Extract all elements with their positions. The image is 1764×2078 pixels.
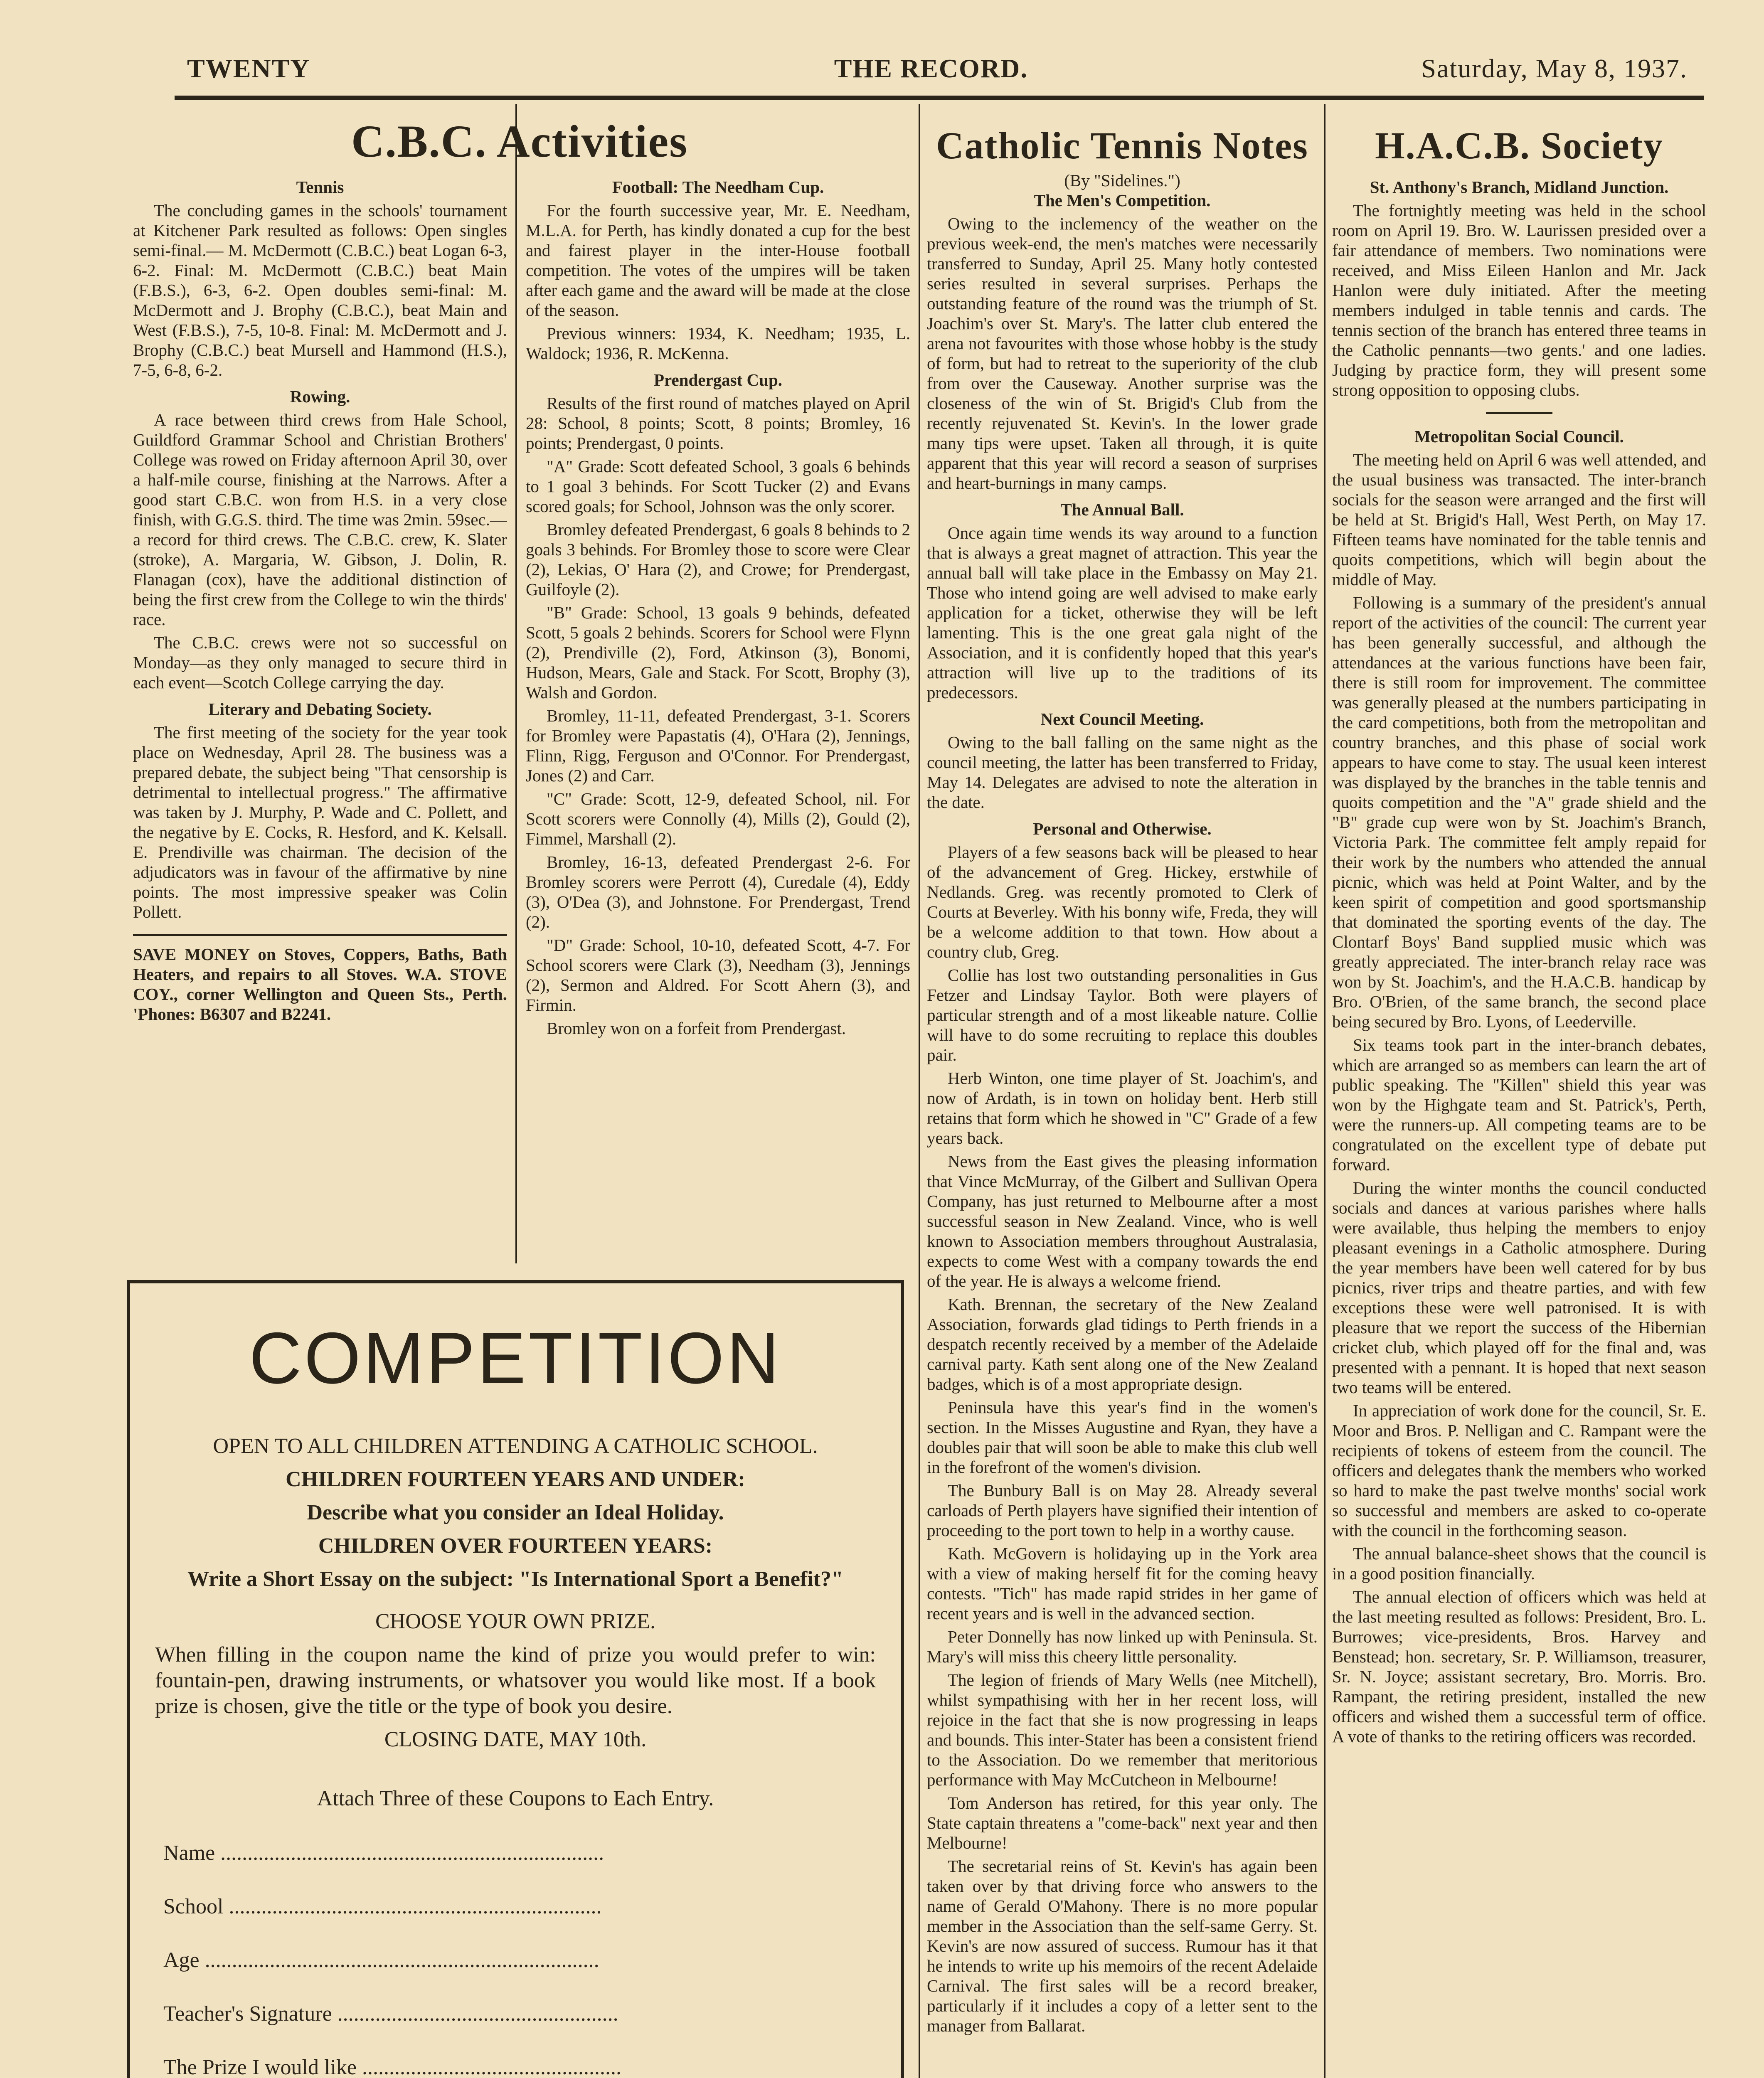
personal-paragraph: The secretarial reins of St. Kevin's has again been taken over by that driving force who answers to the name of Gerald O'Mahony. There is no more popular member in the Association than the self-same Gerry. St. Kevin's are now assured of success. Rumour has it that he intends to write up his memoirs of the recent Adelaide Carnival. The first sales will be a record breaker, particularly if it includes a copy of a letter sent to the manager from Ballarat. — [927, 1856, 1318, 2035]
coupon-age-field: Age ......................................................................... — [163, 1948, 599, 1972]
header-rule — [175, 96, 1704, 100]
competition-junior-task: Describe what you consider an Ideal Holiday. — [307, 1501, 724, 1524]
prendergast-paragraph: "B" Grade: School, 13 goals 9 behinds, defeated Scott, 5 goals 2 behinds. Scorers for School were Flynn (2), Prendiville (2), Ford, Atkinson (3), Bonomi, Hudson, Mears, Gale and Stack. For Scott, Brophy (3), Walsh and Gordon. — [526, 603, 910, 702]
metro-paragraph: During the winter months the council conducted socials and dances at various parishes where halls were available, thus helping the members to enjoy pleasant evenings in a Catholic atmosphere. During the year members have been well catered for by bus picnics, river trips and theatre parties, and with few exceptions these were well patronised. It is with pleasure that we report the success of the Hibernian cricket club, which played off for the final and, was presented with a pennant. It is hoped that next season two teams will be entered. — [1332, 1178, 1706, 1397]
competition-instructions: When filling in the coupon name the kind of prize you would prefer to win: fountain-pen, drawing instruments, or whatsover you would like most. If a book prize is chosen, give the title or the type of book you desire. — [155, 1643, 876, 1718]
metro-paragraph: The annual election of officers which was held at the last meeting resulted as follows: President, Bro. L. Burrowes; vice-presidents, Bros. Harvey and Benstead; hon. secretary, Sr. P. Williamson, treasurer, Sr. N. Joyce; assistant secretary, Bro. Morris. Bro. Rampant, the retiring president, installed the new officers and wished them a successful term of office. A vote of thanks to the retiring officers was recorded. — [1332, 1587, 1706, 1746]
competition-senior-heading: CHILDREN OVER FOURTEEN YEARS: — [318, 1534, 713, 1558]
football-paragraph: For the fourth successive year, Mr. E. Needham, M.L.A. for Perth, has kindly donated a cup for the best and fairest player in the inter-House football competition. The votes of the umpires will be taken after each game and the award will be made at the close of the season. — [526, 201, 910, 320]
coupon-school-field: School ..................................................................... — [163, 1895, 602, 1918]
ball-paragraph: Once again time wends its way around to a function that is always a great magnet of attraction. This year the annual ball will take place in the Embassy on May 21. Those who intend going are well advised to make early application for a ticket, otherwise they will be left lamenting. This is the one great gala night of the Association, and it is confidently hoped that this year's attraction will live up to the traditions of its predecessors. — [927, 523, 1318, 702]
column-divider — [515, 104, 517, 1263]
competition-title: COMPETITION — [249, 1318, 782, 1399]
column-divider — [919, 104, 920, 2078]
personal-paragraph: News from the East gives the pleasing information that Vince McMurray, of the Gilbert and Sullivan Opera Company, has just returned to Melbourne after a most successful season in New Zealand. Vince, who is well known to Association members throughout Australasia, expects to come West with a company towards the end of the year. He is always a welcome friend. — [927, 1152, 1318, 1290]
metro-paragraph: In appreciation of work done for the council, Sr. E. Moor and Bros. P. Nelligan and C. Rampant were the recipients of tokens of esteem from the council. The officers and delegates thank the members who worked so hard to make the past twelve months' social work so successful and members are asked to co-operate with the council in the forthcoming season. — [1332, 1401, 1706, 1540]
personal-paragraph: Peter Donnelly has now linked up with Peninsula. St. Mary's will miss this cheery little personality. — [927, 1627, 1318, 1666]
council-paragraph: Owing to the ball falling on the same night as the council meeting, the latter has been transferred to Friday, May 14. Delegates are advised to note the alteration in the date. — [927, 733, 1318, 812]
hacb-column — [1332, 121, 1706, 2078]
literary-heading: Literary and Debating Society. — [208, 699, 432, 719]
personal-paragraph: Kath. Brennan, the secretary of the New Zealand Association, forwards glad tidings to Perth friends in a despatch recently received by a member of the Adelaide carnival party. Kath sent along one of the New Zealand badges, which is of a most appropriate design. — [927, 1295, 1318, 1394]
section-divider — [1486, 412, 1552, 414]
rowing-heading: Rowing. — [290, 387, 350, 406]
metro-paragraph: The annual balance-sheet shows that the council is in a good position financially. — [1332, 1544, 1706, 1583]
coupon-teacher-field: Teacher's Signature .................................................... — [163, 2002, 618, 2026]
metro-heading: Metropolitan Social Council. — [1414, 427, 1624, 446]
rowing-paragraph: A race between third crews from Hale School, Guildford Grammar School and Christian Brothers' College was rowed on Friday afternoon April 30, over a half-mile course, finishing at the Narrows. After a good start C.B.C. won from H.S. in a very close finish, with G.G.S. third. The time was 2min. 59sec.—a record for third crews. The C.B.C. crew, K. Slater (stroke), A. Margaria, W. Gibson, J. Dolin, R. Flanagan (cox), have the additional distinction of being the first crew from the College to win the thirds' race. — [133, 410, 507, 629]
issue-date: Saturday, May 8, 1937. — [1421, 54, 1688, 83]
publication-name: THE RECORD. — [834, 54, 1028, 83]
prendergast-paragraph: Bromley defeated Prendergast, 6 goals 8 behinds to 2 goals 3 behinds. For Bromley those to score were Clear (2), Lekias, O' Hara (2), and Crowe; for Prendergast, Guilfoyle (2). — [526, 520, 910, 599]
coupon-name-field: Name ....................................................................... — [163, 1841, 604, 1865]
hacb-paragraph: The fortnightly meeting was held in the school room on April 19. Bro. W. Laurissen presided over a fair attendance of members. Two nominations were received, and Miss Eileen Hanlon and Mr. Jack Hanlon were duly initiated. After the meeting members indulged in table tennis and cards. The tennis section of the branch has entered three teams in the Catholic pennants—two gents.' and one ladies. Judging by practice form, they will present some strong opposition to opposing clubs. — [1332, 201, 1706, 399]
prendergast-paragraph: Bromley won on a forfeit from Prendergast. — [547, 1019, 846, 1038]
football-heading: Football: The Needham Cup. — [612, 177, 824, 197]
prendergast-heading: Prendergast Cup. — [653, 370, 783, 389]
prendergast-paragraph: "A" Grade: Scott defeated School, 3 goals 6 behinds to 1 goal 3 behinds. For Scott Tucker (2) and Evans scored goals; for School, Johnson was the only scorer. — [526, 457, 910, 516]
personal-paragraph: Tom Anderson has retired, for this year only. The State captain threatens a "come-back" next year and then Melbourne! — [927, 1793, 1318, 1852]
competition-senior-task: Write a Short Essay on the subject: "Is International Sport a Benefit?" — [187, 1567, 843, 1591]
column-divider — [1324, 104, 1325, 2078]
tennis-notes-column — [927, 121, 1318, 2078]
mens-heading: The Men's Competition. — [1034, 191, 1211, 210]
prendergast-paragraph: "C" Grade: Scott, 12-9, defeated School, nil. For Scott scorers were Connolly (4), Mills (2), Gould (2), Fimmel, Marshall (2). — [526, 789, 910, 848]
personal-paragraph: Collie has lost two outstanding personalities in Gus Fetzer and Lindsay Taylor. Both were players of particular strength and of a most likeable nature. Collie will have to do some recruiting to replace this doubles pair. — [927, 965, 1318, 1064]
prendergast-paragraph: Results of the first round of matches played on April 28: School, 8 points; Scott, 8 points; Bromley, 16 points; Prendergast, 0 points. — [526, 394, 910, 453]
mens-paragraph: Owing to the inclemency of the weather on the previous week-end, the men's matches were necessarily transferred to Sunday, April 25. Many hotly contested series resulted in several surprises. Perhaps the outstanding feature of the round was the triumph of St. Joachim's over St. Mary's. The latter club entered the arena not favourites with those whose hobby is the study of form, but had to retreat to the superiority of the club from over the Causeway. Another surprise was the closeness of the win of St. Brigid's Club from the recently rejuvenated St. Kevin's. In the lower grade many tips were upset. Taken all through, it is quite apparent that this year will record a season of surprises and heart-burnings in many camps. — [927, 214, 1318, 492]
competition-junior-heading: CHILDREN FOURTEEN YEARS AND UNDER: — [286, 1467, 745, 1491]
personal-paragraph: Players of a few seasons back will be pleased to hear of the advancement of Greg. Hickey, erstwhile of Nedlands. Greg. was recently promoted to Clerk of Courts at Beverley. With his bonny wife, Freda, they will be a welcome addition to that town. How about a country club, Greg. — [927, 842, 1318, 961]
page-number: TWENTY — [187, 54, 310, 83]
cbc-column-1 — [133, 170, 507, 1214]
cbc-title: C.B.C. Activities — [351, 116, 688, 167]
coupon-prize-field: The Prize I would like ................................................ — [163, 2056, 621, 2078]
tennis-paragraph: The concluding games in the schools' tournament at Kitchener Park resulted as follows: Open singles semi-final.— M. McDermott (C.B.C.) beat Logan 6-3, 6-2. Final: M. McDermott (C.B.C.) beat Main (F.B.S.), 6-3, 6-2. Open doubles semi-final: M. McDermott and J. Brophy (C.B.C.), beat Main and West (F.B.S.), 7-5, 10-8. Final: M. McDermott and J. Brophy (C.B.C.) beat Mursell and Hammond (H.S.), 7-5, 6-8, 6-2. — [133, 201, 507, 379]
metro-paragraph: Following is a summary of the president's annual report of the activities of the council: The current year has been generally successful, and although the attendances at the various functions have been fair, there is still room for improvement. The committee was generally pleased at the numbers participating in the card competitions, both from the metropolitan and country branches, and this phase of social work appears to have come to stay. The usual keen interest was displayed by the branches in the table tennis and quoits competition and the "A" grade shield and the "B" grade cup were won by St. Joachim's Branch, Victoria Park. The committee felt amply repaid for their work by the numbers who attended the annual picnic, which was held at Point Walter, and by the keen spirit of competition and good sportsmanship that dominated the sporting events of the day. The Clontarf Boys' Band supplied music which was greatly appreciated. The inter-branch relay race was won by St. Joachim's, and the H.A.C.B. handicap by Bro. O'Brien, of the same branch, the second place being secured by Bro. Lyons, of Leederville. — [1332, 593, 1706, 1031]
council-heading: Next Council Meeting. — [1040, 709, 1204, 729]
cbc-section — [125, 116, 914, 166]
hacb-title: H.A.C.B. Society — [1375, 124, 1663, 167]
personal-paragraph: Herb Winton, one time player of St. Joachim's, and now of Ardath, is in town on holiday bent. Herb still retains that form which he showed in "C" Grade of a few years back. — [927, 1069, 1318, 1147]
tennis-heading: Tennis — [296, 177, 344, 197]
competition-eligibility: OPEN TO ALL CHILDREN ATTENDING A CATHOLIC SCHOOL. — [213, 1434, 818, 1458]
metro-paragraph: Six teams took part in the inter-branch debates, which are arranged so as members can learn the art of public speaking. The "Killen" shield this year was won by the Highgate team and St. Patrick's, Perth, were the runners-up. All competing teams are to be congratulated on the excellent type of debate put forward. — [1332, 1035, 1706, 1174]
ball-heading: The Annual Ball. — [1060, 500, 1184, 519]
literary-paragraph: The first meeting of the society for the year took place on Wednesday, April 28. The business was a prepared debate, the subject being "That censorship is detrimental to intellectual progress." The affirmative was taken by J. Murphy, P. Wade and C. Pollett, and the negative by E. Cocks, R. Hesford, and K. Kelsall. E. Prendiville was chairman. The decision of the adjudicators was in favour of the affirmative by nine points. The most impressive speaker was Colin Pollett. — [133, 723, 507, 921]
metro-paragraph: The meeting held on April 6 was well attended, and the usual business was transacted. The inter-branch socials for the season were arranged and the first will be held at St. Brigid's Hall, West Perth, on May 17. Fifteen teams have nominated for the table tennis and quoits competitions, which will begin about the middle of May. — [1332, 450, 1706, 589]
personal-paragraph: Kath. McGovern is holidaying up in the York area with a view of making herself fit for the coming heavy contests. "Tich" has made rapid strides in her game of recent years and is well in the advanced section. — [927, 1544, 1318, 1623]
personal-paragraph: Peninsula have this year's find in the women's section. In the Misses Augustine and Ryan, they have a doubles pair that will soon be able to make this club well in the forefront of the women's division. — [927, 1398, 1318, 1477]
prendergast-paragraph: "D" Grade: School, 10-10, defeated Scott, 4-7. For School scorers were Clark (3), Needham (3), Jennings (2), Sermon and Aldred. For Scott Ahern (3), and Firmin. — [526, 936, 910, 1014]
coupon-instruction: Attach Three of these Coupons to Each Entry. — [317, 1787, 714, 1810]
competition-closing-date: CLOSING DATE, MAY 10th. — [384, 1728, 647, 1751]
prendergast-paragraph: Bromley, 16-13, defeated Prendergast 2-6. For Bromley scorers were Perrott (4), Curedale (4), Eddy (3), O'Dea (3), and Johnstone. For Prendergast, Trend (2). — [526, 852, 910, 931]
football-paragraph: Previous winners: 1934, K. Needham; 1935, L. Waldock; 1936, R. McKenna. — [526, 324, 910, 363]
competition-advert — [127, 1280, 904, 2078]
stove-advert: SAVE MONEY on Stoves, Coppers, Baths, Bath Heaters, and repairs to all Stoves. W.A. STOVE COY., corner Wellington and Queen Sts., Perth. 'Phones: B6307 and B2241. — [133, 934, 507, 1024]
tennis-notes-byline: (By "Sidelines.") — [1064, 171, 1180, 190]
prendergast-paragraph: Bromley, 11-11, defeated Prendergast, 3-1. Scorers for Bromley were Papastatis (4), O'Hara (2), Jennings, Flinn, Rigg, Ferguson and O'Connor. For Prendergast, Jones (2) and Carr. — [526, 706, 910, 785]
tennis-notes-title: Catholic Tennis Notes — [936, 124, 1308, 167]
competition-prize-heading: CHOOSE YOUR OWN PRIZE. — [375, 1610, 656, 1633]
personal-paragraph: The legion of friends of Mary Wells (nee Mitchell), whilst sympathising with her in her recent loss, will rejoice in the fact that she is now progressing in leaps and bounds. This inter-Stater has been a consistent friend to the Association. Do we remember that meritorious performance with May McCutcheon in Melbourne! — [927, 1670, 1318, 1789]
cbc-column-2 — [526, 170, 910, 1263]
hacb-branch-heading: St. Anthony's Branch, Midland Junction. — [1370, 177, 1669, 197]
rowing-paragraph: The C.B.C. crews were not so successful on Monday—as they only managed to secure third in each event—Scotch College carrying the day. — [133, 633, 507, 692]
personal-heading: Personal and Otherwise. — [1033, 819, 1212, 838]
personal-paragraph: The Bunbury Ball is on May 28. Already several carloads of Perth players have signified their intention of proceeding to the port town to help in a worthy cause. — [927, 1481, 1318, 1540]
